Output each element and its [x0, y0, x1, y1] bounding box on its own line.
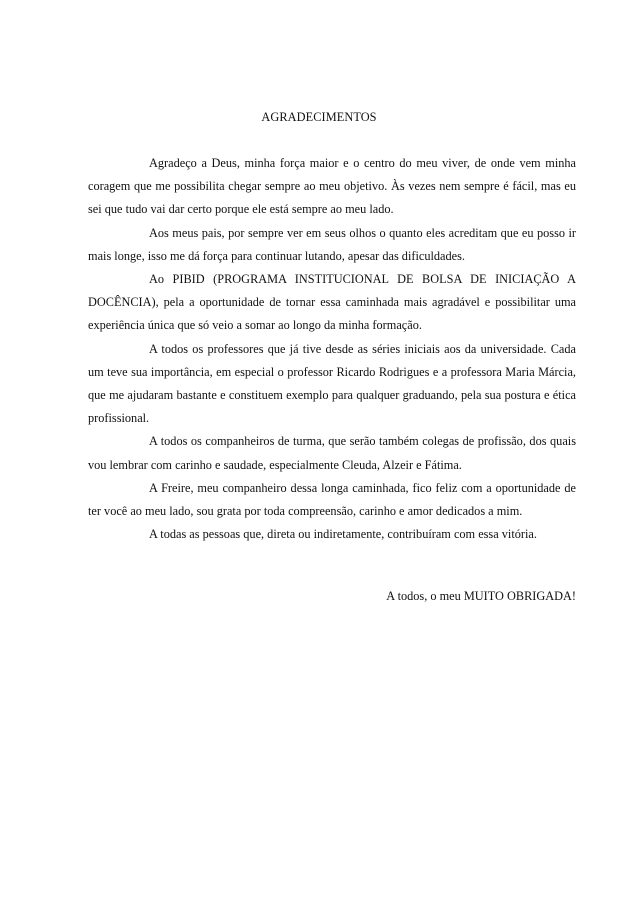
- paragraph-classmates: A todos os companheiros de turma, que serão também colegas de profissão, dos quais vou lembrar com carinho e saudade, especialmente Cleuda, Alzeir e Fátima.: [88, 434, 576, 472]
- acknowledgements-body: [88, 152, 576, 546]
- paragraph-everyone: A todas as pessoas que, direta ou indiretamente, contribuíram com essa vitória.: [149, 527, 537, 542]
- paragraph-god: Agradeço a Deus, minha força maior e o centro do meu viver, de onde vem minha coragem que me possibilita chegar sempre ao meu objetivo. Às vezes nem sempre é fácil, mas eu sei que tudo vai dar certo porque ele está sempre ao meu lado.: [88, 156, 576, 217]
- paragraph-companion: A Freire, meu companheiro dessa longa caminhada, fico feliz com a oportunidade de ter você ao meu lado, sou grata por toda compreensão, carinho e amor dedicados a mim.: [88, 480, 576, 519]
- closing-line: A todos, o meu MUITO OBRIGADA!: [386, 589, 576, 603]
- page-title: AGRADECIMENTOS: [261, 110, 377, 124]
- paragraph-parents: Aos meus pais, por sempre ver em seus olhos o quanto eles acreditam que eu posso ir mais longe, isso me dá força para continuar lutando, apesar das dificuldades.: [88, 225, 576, 263]
- paragraph-professors: A todos os professores que já tive desde as séries iniciais aos da universidade. Cada um teve sua importância, em especial o professor Ricardo Rodrigues e a professora Maria Márcia, que me ajudaram bastante e constituem exemplo para qualquer graduando, pela sua postura e ética profissional.: [88, 341, 576, 426]
- paragraph-pibid: Ao PIBID (PROGRAMA INSTITUCIONAL DE BOLSA DE INICIAÇÃO A DOCÊNCIA), pela a oportunidade de tornar essa caminhada mais agradável e possibilitar uma experiência única que só veio a somar ao longo da minha formação.: [88, 272, 576, 333]
